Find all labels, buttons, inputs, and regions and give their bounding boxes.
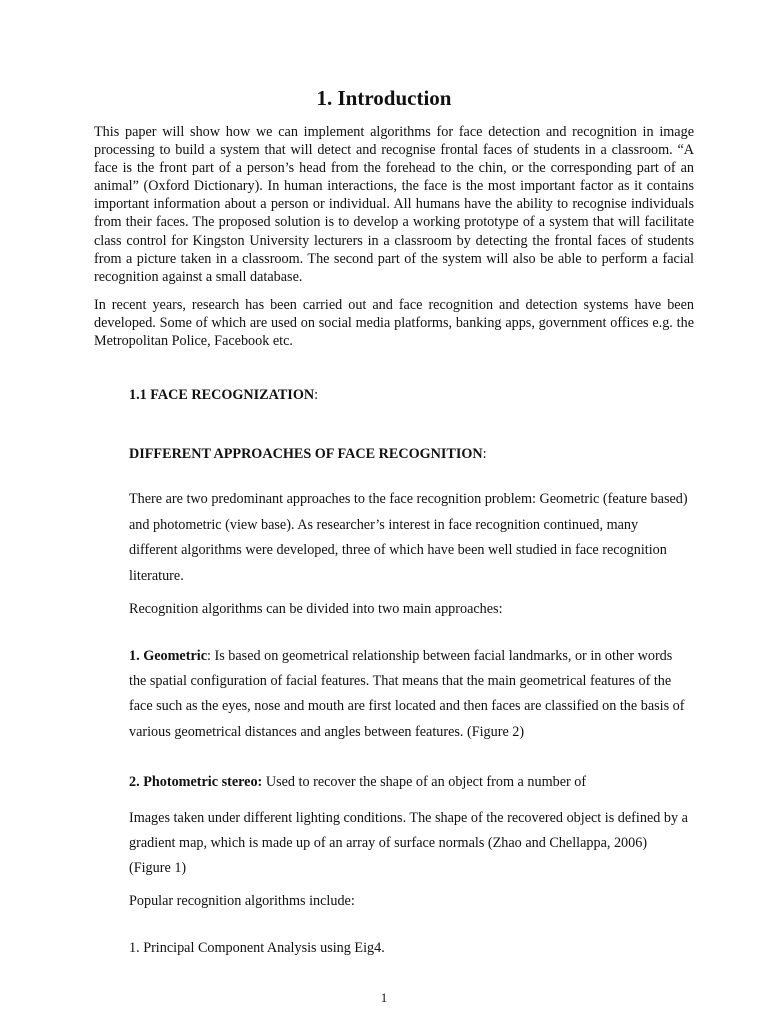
approaches-paragraph: There are two predominant approaches to the face recognition problem: Geometric (feature based) and photometric (view base). As researcher’s interest in face recognition continued, many different algorithms were developed, three of which have been well studied in face recognition literature.: [129, 491, 688, 584]
images-paragraph: Images taken under different lighting conditions. The shape of the recovered object is defined by a gradient map, which is made up of an array of surface normals (Zhao and Chellappa, 2006) (Figure 1): [129, 810, 688, 877]
intro-paragraph-2: In recent years, research has been carried out and face recognition and detection systems have been developed. Some of which are used on social media platforms, banking apps, government offices e.g. the Metropolitan Police, Facebook etc.: [94, 297, 694, 350]
section-heading: [129, 387, 689, 404]
geometric-paragraph: [129, 644, 689, 745]
geometric-label: 1. Geometric: [129, 648, 207, 664]
photometric-label: 2. Photometric stereo:: [129, 774, 263, 790]
geometric-text: : Is based on geometrical relationship between facial landmarks, or in other words the spatial configuration of facial features. That means that the main geometrical features of the face such as the eyes, nose and mouth are first located and then faces are classified on the basis of various geometrical distances and angles between features. (Figure 2): [129, 648, 685, 740]
photometric-paragraph: [129, 774, 689, 791]
list-item-1: 1. Principal Component Analysis using Eig4.: [129, 940, 385, 956]
approaches-heading-text: DIFFERENT APPROACHES OF FACE RECOGNITION: [129, 446, 483, 462]
divided-paragraph: Recognition algorithms can be divided into two main approaches:: [129, 601, 503, 617]
photometric-text: Used to recover the shape of an object from a number of: [262, 774, 587, 790]
intro-paragraph-1: This paper will show how we can implement algorithms for face detection and recognition in image processing to build a system that will detect and recognise frontal faces of students in a classroom. “A face is the front part of a person’s head from the forehead to the chin, or the corresponding part of an animal” (Oxford Dictionary). In human interactions, the face is the most important factor as it contains important information about a person or individual. All humans have the ability to recognise individuals from their faces. The proposed solution is to develop a working prototype of a system that will facilitate class control for Kingston University lecturers in a classroom by detecting the frontal faces of students from a picture taken in a classroom. The second part of the system will also be able to perform a facial recognition against a small database.: [94, 124, 694, 285]
approaches-heading-colon: :: [482, 446, 487, 462]
approaches-heading: [129, 446, 689, 463]
section-heading-colon: :: [314, 387, 319, 403]
section-heading-text: 1.1 FACE RECOGNIZATION: [129, 387, 315, 403]
page-number: 1: [380, 990, 388, 1005]
popular-heading: Popular recognition algorithms include:: [129, 893, 355, 909]
page-title: 1. Introduction: [316, 86, 452, 110]
